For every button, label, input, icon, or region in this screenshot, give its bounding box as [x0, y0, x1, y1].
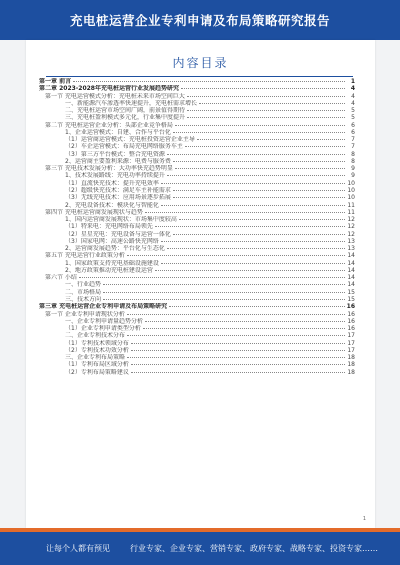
- toc-entry-label: 2、地方政策推动充电桩建设运营: [65, 266, 153, 274]
- toc-entry[interactable]: [39, 281, 355, 288]
- toc-entry-page: 9: [351, 172, 355, 180]
- toc-entry-page: 9: [351, 165, 355, 173]
- toc-entry-page: 4: [351, 99, 355, 107]
- toc-entry-label: （2）专利技术功效分析: [65, 346, 129, 354]
- toc-entry[interactable]: [39, 136, 355, 143]
- toc-entry-page: 12: [347, 223, 355, 231]
- toc-entry-label: 1、技术发展路线：充电功率持续提升: [65, 172, 165, 180]
- toc-leader-dots: [173, 132, 345, 133]
- toc-leader-dots: [175, 125, 345, 126]
- toc-leader-dots: [103, 299, 345, 300]
- toc-entry-label: 2、运营商发展趋势：平台化与生态化: [65, 245, 165, 253]
- toc-entry-label: （2）星星充电：充电设备与运营一体化: [65, 230, 171, 238]
- toc-entry[interactable]: [39, 187, 355, 194]
- toc-entry-label: 三、技术方向: [65, 295, 102, 303]
- toc-page: [26, 40, 375, 528]
- toc-leader-dots: [167, 248, 345, 249]
- toc-leader-dots: [103, 292, 345, 293]
- toc-entry-page: 15: [347, 295, 355, 303]
- footer-expert-list: 行业专家、企业专家、营销专家、政府专家、战略专家、投资专家……: [130, 544, 378, 553]
- toc-entry-page: 14: [347, 281, 355, 289]
- toc-leader-dots: [145, 212, 345, 213]
- toc-entry-label: 三、充电桩盈利模式多元化，行业集中度提升: [65, 114, 186, 122]
- toc-leader-dots: [143, 328, 345, 329]
- toc-entry-page: 8: [351, 150, 355, 158]
- toc-entry-page: 10: [347, 179, 355, 187]
- toc-entry[interactable]: [39, 252, 355, 259]
- toc-entry[interactable]: [39, 318, 355, 325]
- toc-entry-page: 6: [351, 121, 355, 129]
- toc-entry-page: 14: [347, 252, 355, 260]
- toc-entry-label: 第四节 充电桩运营商发展现状与趋势: [45, 208, 143, 216]
- toc-entry-label: （2）车企运营模式：布局充电网络服务车主: [65, 143, 183, 151]
- toc-entry[interactable]: [39, 100, 355, 107]
- toc-entry[interactable]: [39, 129, 355, 136]
- toc-entry[interactable]: [39, 180, 355, 187]
- toc-leader-dots: [199, 103, 345, 104]
- toc-entry[interactable]: [39, 151, 355, 158]
- toc-entry-label: （1）直流快充技术：提升充电效率: [65, 179, 159, 187]
- toc-entry-label: 二、企业专利技术分布: [65, 332, 126, 340]
- toc-leader-dots: [127, 314, 345, 315]
- toc-entry-page: 14: [347, 259, 355, 267]
- toc-leader-dots: [127, 255, 345, 256]
- page-number: 1: [362, 516, 366, 522]
- toc-entry-label: 第一节 企业专利申请现状分析: [45, 310, 125, 318]
- toc-entry-page: 14: [347, 266, 355, 274]
- toc-leader-dots: [167, 154, 345, 155]
- toc-entry-label: 第二章 2023-2028年充电桩运营行业发展趋势研究: [39, 85, 179, 93]
- toc-entry-page: 10: [347, 186, 355, 194]
- toc-entry-label: 1、国家政策支持充电基础设施建设: [65, 259, 159, 267]
- toc-chapter-entry[interactable]: [39, 303, 355, 310]
- toc-entry-page: 18: [347, 368, 355, 376]
- toc-entry-label: 一、企业专利申请量趋势分析: [65, 317, 144, 325]
- toc-leader-dots: [131, 343, 345, 344]
- toc-leader-dots: [103, 284, 345, 285]
- toc-leader-dots: [161, 183, 345, 184]
- footer-slogan: 让每个人都有预见: [46, 544, 110, 553]
- toc-entry-label: （2）超级快充技术：满足车主补能需求: [65, 186, 171, 194]
- toc-leader-dots: [161, 205, 345, 206]
- toc-leader-dots: [181, 88, 345, 89]
- toc-leader-dots: [79, 277, 345, 278]
- toc-entry-page: 11: [347, 201, 355, 209]
- toc-leader-dots: [127, 357, 345, 358]
- toc-entry-page: 17: [347, 339, 355, 347]
- toc-entry-page: 17: [347, 332, 355, 340]
- toc-entry-page: 15: [347, 288, 355, 296]
- toc-leader-dots: [187, 110, 345, 111]
- toc-leader-dots: [155, 270, 345, 271]
- toc-entry-label: 第五节 充电运营行业政策分析: [45, 252, 125, 260]
- toc-entry[interactable]: [39, 107, 355, 114]
- toc-entry-page: 11: [347, 208, 355, 216]
- toc-entry[interactable]: [39, 209, 355, 216]
- toc-leader-dots: [173, 234, 345, 235]
- toc-entry-label: （1）运营商运营模式：充电桩投资运营企业主导: [65, 136, 195, 144]
- toc-entry[interactable]: [39, 172, 355, 179]
- toc-leader-dots: [187, 96, 345, 97]
- toc-entry-page: 8: [351, 157, 355, 165]
- toc-entry-label: （1）专利技术领域分布: [65, 339, 129, 347]
- toc-entry[interactable]: [39, 165, 355, 172]
- toc-leader-dots: [187, 117, 345, 118]
- toc-entry-page: 10: [347, 194, 355, 202]
- toc-entry-page: 16: [346, 303, 355, 311]
- toc-leader-dots: [127, 335, 345, 336]
- toc-entry-page: 16: [347, 325, 355, 333]
- report-footer: [0, 528, 400, 565]
- toc-leader-dots: [175, 168, 345, 169]
- toc-entry[interactable]: [39, 231, 355, 238]
- toc-entry-page: 4: [351, 92, 355, 100]
- toc-entry[interactable]: [39, 238, 355, 245]
- toc-leader-dots: [173, 161, 345, 162]
- toc-entry-label: （1）特来电：充电网络布局领先: [65, 223, 153, 231]
- toc-entry-page: 14: [347, 274, 355, 282]
- toc-entry-page: 13: [347, 245, 355, 253]
- toc-entry-label: 2、充电设备技术：模块化与智能化: [65, 201, 159, 209]
- toc-entry-label: 第一章 前言: [39, 78, 72, 85]
- toc-leader-dots: [131, 350, 345, 351]
- toc-leader-dots: [73, 81, 345, 82]
- toc-entry[interactable]: [39, 158, 355, 165]
- toc-entry[interactable]: [39, 122, 355, 129]
- toc-entry[interactable]: [39, 114, 355, 121]
- toc-entry-page: 6: [351, 128, 355, 136]
- toc-title: 内容目录: [172, 56, 229, 70]
- toc-entry-label: （1）专利布局区域分析: [65, 361, 129, 369]
- toc-leader-dots: [145, 321, 345, 322]
- toc-entry[interactable]: [39, 340, 355, 347]
- toc-entry-label: 第三节 充电技术发展分析：大功率快充趋势明显: [45, 165, 173, 173]
- toc-leader-dots: [155, 226, 345, 227]
- toc-entry[interactable]: [39, 223, 355, 230]
- toc-leader-dots: [173, 190, 345, 191]
- toc-entry-page: 12: [347, 230, 355, 238]
- toc-entry-page: 18: [347, 354, 355, 362]
- toc-entry-label: 2、运营商主要盈利来源：电费与服务费: [65, 157, 171, 165]
- toc-entry-label: 第三章 充电桩运营企业专利申请及布局策略研究: [39, 303, 168, 311]
- toc-list: [39, 78, 355, 376]
- toc-entry[interactable]: [39, 311, 355, 318]
- toc-leader-dots: [179, 219, 345, 220]
- toc-entry-label: 二、市场格局: [65, 288, 102, 296]
- toc-entry-page: 7: [351, 136, 355, 144]
- toc-leader-dots: [197, 139, 345, 140]
- toc-entry-page: 5: [351, 107, 355, 115]
- toc-entry[interactable]: [39, 274, 355, 281]
- toc-entry[interactable]: [39, 296, 355, 303]
- toc-entry[interactable]: [39, 93, 355, 100]
- toc-leader-dots: [185, 146, 345, 147]
- toc-entry-label: 二、充电桩运营市场空间广阔，前景值得期待: [65, 107, 186, 115]
- toc-entry-page: 4: [350, 85, 355, 93]
- toc-entry-label: 1、国内运营商发展现状：市场集中度较高: [65, 216, 177, 224]
- toc-entry[interactable]: [39, 216, 355, 223]
- toc-entry[interactable]: [39, 260, 355, 267]
- toc-entry-label: 1、企业运营模式：自建、合作与平台化: [65, 128, 171, 136]
- toc-entry-label: （1）企业专利申请类型分析: [65, 325, 141, 333]
- toc-entry-page: 7: [351, 143, 355, 151]
- toc-entry-label: （2）专利布局策略建议: [65, 368, 129, 376]
- toc-entry-label: 第二节 充电桩运营企业分析：头部企业竞争格局: [45, 121, 173, 129]
- toc-entry-label: （3）第三方平台模式：整合充电资源: [65, 150, 165, 158]
- toc-entry-page: 13: [347, 237, 355, 245]
- toc-entry-label: 三、企业专利布局策略: [65, 354, 126, 362]
- toc-entry-page: 5: [351, 114, 355, 122]
- toc-entry[interactable]: [39, 143, 355, 150]
- toc-entry-page: 18: [347, 361, 355, 369]
- toc-entry-page: 12: [347, 216, 355, 224]
- toc-entry-page: 16: [347, 310, 355, 318]
- toc-leader-dots: [169, 306, 345, 307]
- toc-entry[interactable]: [39, 332, 355, 339]
- toc-leader-dots: [131, 364, 345, 365]
- toc-entry[interactable]: [39, 289, 355, 296]
- report-title: 充电桩运营企业专利申请及布局策略研究报告: [69, 13, 330, 28]
- toc-leader-dots: [167, 175, 345, 176]
- toc-chapter-entry[interactable]: [39, 85, 355, 92]
- toc-leader-dots: [161, 241, 345, 242]
- toc-entry-label: 第六节 小结: [45, 274, 77, 282]
- toc-entry[interactable]: [39, 354, 355, 361]
- toc-entry[interactable]: [39, 347, 355, 354]
- toc-entry-page: 16: [347, 317, 355, 325]
- toc-entry-label: 一、行业趋势: [65, 281, 102, 289]
- toc-divider: [46, 76, 353, 77]
- toc-entry-page: 1: [350, 78, 355, 85]
- toc-leader-dots: [161, 263, 345, 264]
- toc-entry[interactable]: [39, 267, 355, 274]
- toc-entry[interactable]: [39, 202, 355, 209]
- toc-leader-dots: [131, 372, 345, 373]
- toc-entry[interactable]: [39, 245, 355, 252]
- toc-entry-label: 一、新能源汽车渗透率快速提升，充电桩需求增长: [65, 99, 198, 107]
- toc-entry[interactable]: [39, 361, 355, 368]
- report-header: [0, 0, 400, 40]
- toc-entry[interactable]: [39, 369, 355, 376]
- toc-chapter-entry[interactable]: [39, 78, 355, 85]
- toc-entry-label: 第一节 充电运营模式分析：充电桩未来市场空间巨大: [45, 92, 185, 100]
- toc-entry[interactable]: [39, 194, 355, 201]
- toc-leader-dots: [173, 197, 345, 198]
- footer-accent-bar: [0, 528, 400, 532]
- toc-entry[interactable]: [39, 325, 355, 332]
- toc-entry-page: 17: [347, 346, 355, 354]
- toc-entry-label: （3）无线充电技术：应用场景逐步拓展: [65, 194, 171, 202]
- toc-entry-label: （3）国家电网：高速公路快充网络: [65, 237, 159, 245]
